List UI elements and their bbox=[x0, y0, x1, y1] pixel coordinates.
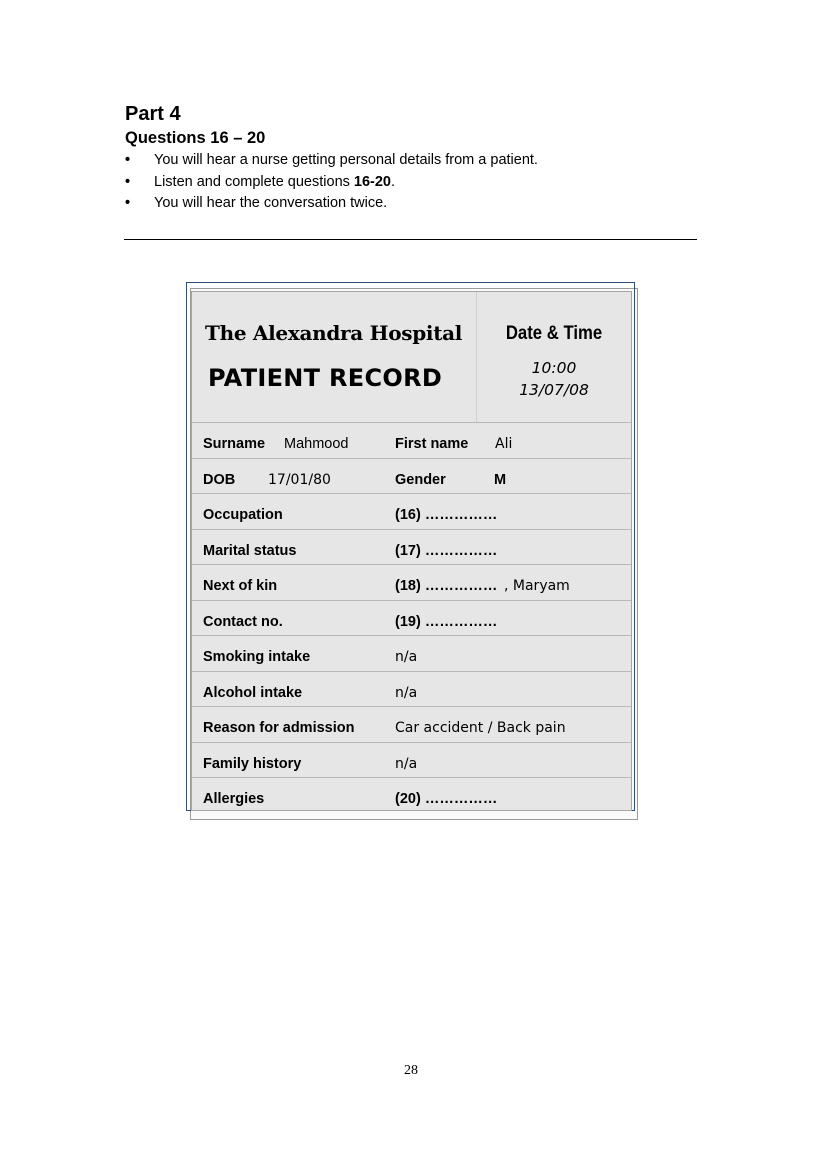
instruction-question-range: 16-20 bbox=[353, 173, 391, 190]
hospital-name: The Alexandra Hospital bbox=[205, 321, 463, 345]
bullet-icon: • bbox=[125, 195, 131, 211]
contact-answer-blank[interactable]: (19) …………… bbox=[395, 613, 498, 630]
section-divider bbox=[124, 239, 697, 240]
alcohol-value: n/a bbox=[395, 684, 418, 701]
surname-label: Surname bbox=[203, 436, 266, 452]
record-row-allergies bbox=[192, 777, 631, 813]
allergies-label: Allergies bbox=[203, 791, 265, 807]
record-row-contact bbox=[192, 600, 631, 636]
record-row-smoking bbox=[192, 635, 631, 671]
gender-value: M bbox=[494, 471, 507, 488]
reason-value: Car accident / Back pain bbox=[395, 720, 566, 736]
date-value: 13/07/08 bbox=[519, 381, 589, 399]
record-row-surname bbox=[192, 422, 631, 458]
dob-label: DOB bbox=[203, 471, 236, 488]
time-value: 10:00 bbox=[531, 359, 577, 377]
occupation-label: Occupation bbox=[203, 507, 283, 523]
dob-value: 17/01/80 bbox=[268, 471, 331, 488]
header-divider bbox=[476, 292, 477, 422]
next-of-kin-name: , Maryam bbox=[504, 578, 570, 594]
occupation-answer-blank[interactable]: (16) …………… bbox=[395, 507, 498, 523]
date-time-label: Date & Time bbox=[505, 323, 603, 344]
record-row-next-of-kin bbox=[192, 564, 631, 600]
gender-label: Gender bbox=[395, 471, 446, 488]
part-title: Part 4 bbox=[125, 103, 181, 125]
marital-status-answer-blank[interactable]: (17) …………… bbox=[395, 542, 498, 559]
allergies-answer-blank[interactable]: (20) …………… bbox=[395, 791, 498, 807]
instruction-text-end: . bbox=[391, 173, 396, 190]
first-name-label: First name bbox=[395, 436, 469, 452]
bullet-icon: • bbox=[125, 152, 131, 168]
bullet-icon: • bbox=[125, 173, 131, 190]
family-history-value: n/a bbox=[395, 755, 418, 772]
instruction-text: You will hear the conversation twice. bbox=[154, 195, 388, 211]
next-of-kin-answer-blank[interactable]: (18) …………… bbox=[395, 578, 498, 594]
record-row-alcohol bbox=[192, 671, 631, 707]
page-number: 28 bbox=[404, 1063, 418, 1078]
record-header bbox=[192, 292, 631, 422]
record-row-occupation bbox=[192, 493, 631, 529]
record-rows bbox=[192, 422, 631, 813]
surname-value: Mahmood bbox=[284, 436, 349, 452]
record-row-marital bbox=[192, 529, 631, 565]
questions-title: Questions 16 – 20 bbox=[125, 129, 266, 147]
alcohol-label: Alcohol intake bbox=[203, 684, 303, 701]
smoking-label: Smoking intake bbox=[203, 649, 311, 665]
first-name-value: Ali bbox=[495, 436, 513, 452]
contact-label: Contact no. bbox=[203, 613, 283, 630]
marital-status-label: Marital status bbox=[203, 542, 297, 559]
record-row-family-history bbox=[192, 742, 631, 778]
family-history-label: Family history bbox=[203, 755, 302, 772]
instruction-text: You will hear a nurse getting personal details from a patient. bbox=[154, 152, 538, 168]
patient-record-card bbox=[191, 291, 632, 811]
record-row-reason bbox=[192, 706, 631, 742]
record-row-dob bbox=[192, 458, 631, 494]
instruction-item bbox=[125, 150, 538, 172]
instruction-list bbox=[125, 150, 538, 215]
next-of-kin-label: Next of kin bbox=[203, 578, 278, 594]
record-title: PATIENT RECORD bbox=[208, 364, 443, 392]
reason-label: Reason for admission bbox=[203, 720, 355, 736]
instruction-item bbox=[125, 193, 538, 215]
instruction-text: Listen and complete questions bbox=[154, 173, 354, 190]
smoking-value: n/a bbox=[395, 649, 418, 665]
instruction-item bbox=[125, 172, 538, 194]
